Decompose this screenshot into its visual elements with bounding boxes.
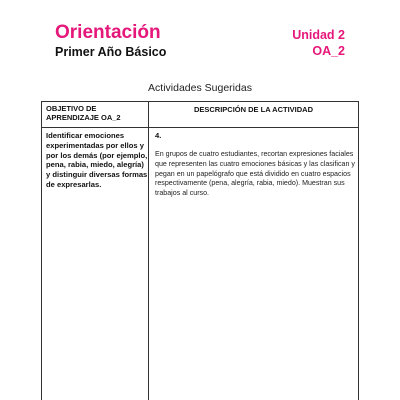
activity-column [149, 102, 358, 400]
oa-label: OA_2 [312, 44, 345, 58]
objective-column [42, 102, 149, 400]
objective-text: Identificar emociones experimentadas por ellos y por los demás (por ejemplo, pena, rabia, miedo, alegría) y distinguir diversas formas de expresarlas. [46, 131, 148, 189]
table-header-divider [42, 127, 358, 128]
page-title: Orientación [55, 22, 161, 43]
page-subtitle: Primer Año Básico [55, 45, 167, 59]
activities-table [41, 101, 359, 400]
section-title: Actividades Sugeridas [148, 82, 252, 94]
objective-column-header: OBJETIVO DE APRENDIZAJE OA_2 [46, 104, 121, 122]
activity-description: En grupos de cuatro estudiantes, recortan expresiones faciales que representen las cuatro emociones básicas y las clasifican y pegan en un papelógrafo que está dividido en cuatro espacios respectivamente (pena, alegría, rabia, miedo). Muestran sus trabajos al curso. [155, 150, 355, 198]
document-header-right [292, 27, 345, 59]
activity-number: 4. [155, 131, 162, 140]
activity-column-header: DESCRIPCIÓN DE LA ACTIVIDAD [193, 105, 314, 114]
unit-label: Unidad 2 [292, 28, 345, 42]
document-header-left [55, 22, 166, 60]
